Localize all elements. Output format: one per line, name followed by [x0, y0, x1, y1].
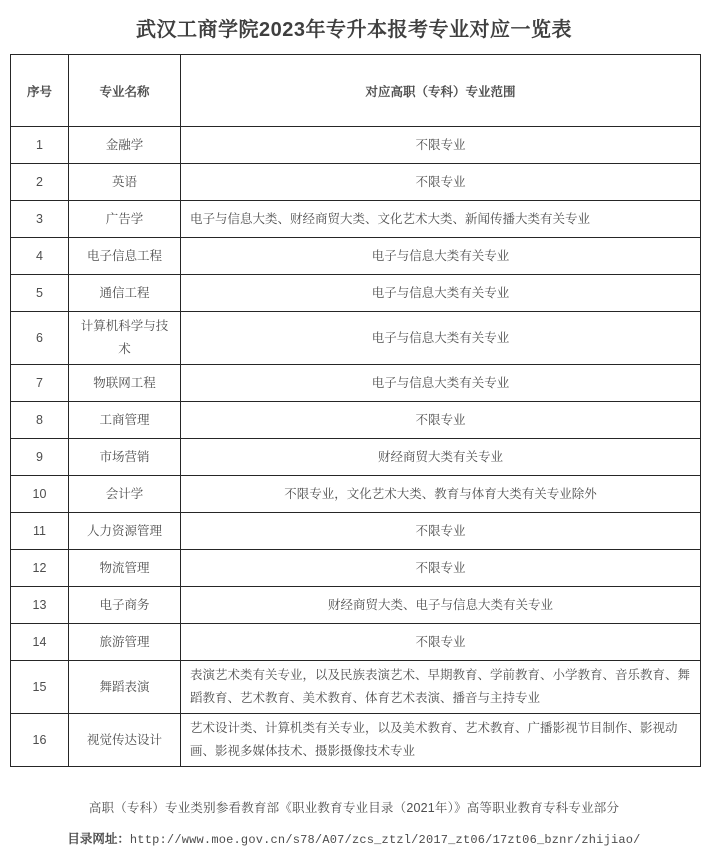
table-body — [11, 127, 701, 767]
cell-no: 12 — [11, 550, 69, 587]
table-row — [11, 312, 701, 365]
table-row — [11, 661, 701, 714]
table-row — [11, 402, 701, 439]
cell-no: 8 — [11, 402, 69, 439]
cell-major: 旅游管理 — [69, 624, 181, 661]
cell-major: 物流管理 — [69, 550, 181, 587]
table-row — [11, 439, 701, 476]
cell-major: 物联网工程 — [69, 365, 181, 402]
cell-no: 9 — [11, 439, 69, 476]
footer — [0, 798, 708, 847]
table-row — [11, 365, 701, 402]
cell-no: 5 — [11, 275, 69, 312]
cell-range: 电子与信息大类有关专业 — [181, 238, 701, 275]
page-title: 武汉工商学院2023年专升本报考专业对应一览表 — [136, 19, 572, 41]
cell-range: 电子与信息大类有关专业 — [181, 312, 701, 365]
cell-major: 通信工程 — [69, 275, 181, 312]
cell-no: 6 — [11, 312, 69, 365]
cell-major: 工商管理 — [69, 402, 181, 439]
table-row — [11, 476, 701, 513]
cell-range: 不限专业 — [181, 127, 701, 164]
footer-note: 高职（专科）专业类别参看教育部《职业教育专业目录（2021年）》高等职业教育专科专业部分 — [88, 801, 620, 815]
footer-url-line — [0, 829, 708, 847]
table-row — [11, 550, 701, 587]
table-row — [11, 513, 701, 550]
cell-range: 艺术设计类、计算机类有关专业，以及美术教育、艺术教育、广播影视节目制作、影视动画、影视多媒体技术、摄影摄像技术专业 — [181, 714, 701, 767]
table-row — [11, 275, 701, 312]
cell-major: 英语 — [69, 164, 181, 201]
cell-range: 不限专业 — [181, 550, 701, 587]
cell-range: 电子与信息大类有关专业 — [181, 365, 701, 402]
table-row — [11, 127, 701, 164]
cell-no: 2 — [11, 164, 69, 201]
cell-no: 3 — [11, 201, 69, 238]
table-row — [11, 624, 701, 661]
cell-range: 电子与信息大类有关专业 — [181, 275, 701, 312]
header-row — [11, 55, 701, 127]
cell-range: 不限专业，文化艺术大类、教育与体育大类有关专业除外 — [181, 476, 701, 513]
cell-major: 人力资源管理 — [69, 513, 181, 550]
cell-no: 10 — [11, 476, 69, 513]
catalog-url[interactable]: http://www.moe.gov.cn/s78/A07/zcs_ztzl/2017_zt06/17zt06_bznr/zhijiao/ — [129, 833, 641, 847]
cell-major: 电子信息工程 — [69, 238, 181, 275]
majors-table — [10, 54, 701, 767]
cell-range: 不限专业 — [181, 402, 701, 439]
cell-major: 会计学 — [69, 476, 181, 513]
header-cell-range: 对应高职（专科）专业范围 — [181, 55, 701, 127]
cell-no: 1 — [11, 127, 69, 164]
cell-range: 表演艺术类有关专业，以及民族表演艺术、早期教育、学前教育、小学教育、音乐教育、舞蹈教育、艺术教育、美术教育、体育艺术表演、播音与主持专业 — [181, 661, 701, 714]
cell-major: 电子商务 — [69, 587, 181, 624]
cell-no: 16 — [11, 714, 69, 767]
cell-range: 财经商贸大类、电子与信息大类有关专业 — [181, 587, 701, 624]
cell-major: 计算机科学与技术 — [69, 312, 181, 365]
cell-no: 13 — [11, 587, 69, 624]
cell-range: 不限专业 — [181, 513, 701, 550]
header-cell-major: 专业名称 — [69, 55, 181, 127]
cell-major: 视觉传达设计 — [69, 714, 181, 767]
table-row — [11, 714, 701, 767]
cell-major: 广告学 — [69, 201, 181, 238]
cell-major: 市场营销 — [69, 439, 181, 476]
cell-range: 不限专业 — [181, 164, 701, 201]
header-cell-no: 序号 — [11, 55, 69, 127]
table-row — [11, 238, 701, 275]
cell-no: 15 — [11, 661, 69, 714]
cell-no: 11 — [11, 513, 69, 550]
cell-range: 电子与信息大类、财经商贸大类、文化艺术大类、新闻传播大类有关专业 — [181, 201, 701, 238]
cell-range: 不限专业 — [181, 624, 701, 661]
cell-major: 舞蹈表演 — [69, 661, 181, 714]
cell-no: 4 — [11, 238, 69, 275]
cell-no: 7 — [11, 365, 69, 402]
catalog-url-label: 目录网址： — [67, 832, 130, 846]
cell-range: 财经商贸大类有关专业 — [181, 439, 701, 476]
cell-major: 金融学 — [69, 127, 181, 164]
cell-no: 14 — [11, 624, 69, 661]
table-row — [11, 201, 701, 238]
table-row — [11, 164, 701, 201]
table-row — [11, 587, 701, 624]
